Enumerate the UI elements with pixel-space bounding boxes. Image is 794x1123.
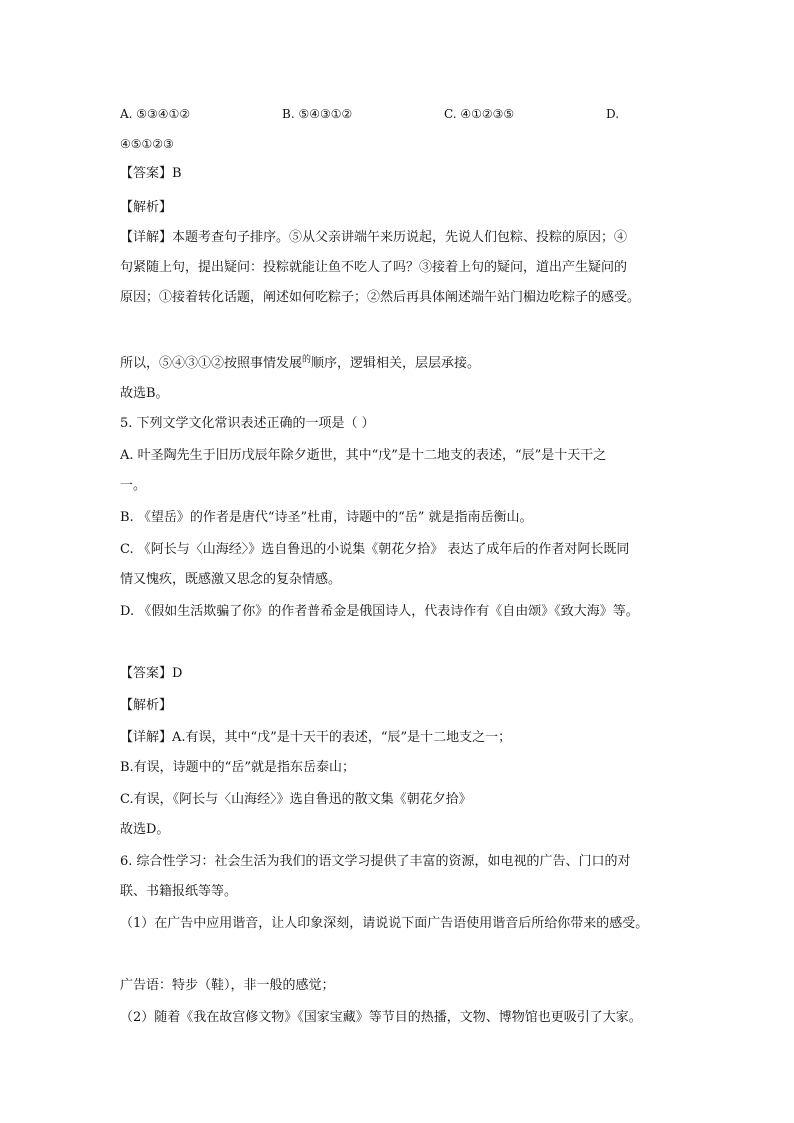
q4-summary-part-1: 所以，⑤④③①②按照事情发展 xyxy=(120,356,303,371)
q5-option-c-line-1: C. 《阿长与〈山海经〉》选自鲁迅的小说集《朝花夕拾》 表达了成年后的作者对阿长既同 xyxy=(120,542,630,557)
q4-summary-part-2: 顺序，逻辑相关，层层承接。 xyxy=(311,356,481,371)
option-b: B. ⑤④③①② xyxy=(282,107,353,121)
q5-detail-line-1: 【详解】A.有误，其中“戊”是十天干的表述，“辰”是十二地支之一； xyxy=(120,730,512,745)
q5-detail-line-2: B.有误，诗题中的“岳”就是指东岳泰山； xyxy=(120,760,355,775)
q6-sub-question-1: （1）在广告中应用谐音，让人印象深刻，请说说下面广告语使用谐音后所给你带来的感受。 xyxy=(120,916,649,931)
q4-analysis-label: 【解析】 xyxy=(120,200,173,215)
q5-answer: 【答案】D xyxy=(120,666,183,681)
q5-stem: 5. 下列文学文化常识表述正确的一项是（ ） xyxy=(120,416,375,431)
option-d: D. xyxy=(606,107,620,121)
q4-summary xyxy=(120,354,480,375)
q5-option-c-line-2: 情又愧疚，既感激又思念的复杂情感。 xyxy=(120,572,342,587)
q4-choose: 故选B。 xyxy=(120,386,169,401)
q6-stem-line-2: 联、书籍报纸等等。 xyxy=(120,884,238,899)
q4-detail-line-3: 原因；①接着转化话题，阐述如何吃粽子；②然后再具体阐述端午站门楣边吃粽子的感受。 xyxy=(120,290,641,305)
q5-option-a-line-1: A. 叶圣陶先生于旧历戊辰年除夕逝世，其中“戊”是十二地支的表述，“辰”是十天干之 xyxy=(120,448,607,463)
q5-analysis-label: 【解析】 xyxy=(120,698,173,713)
q5-option-a-line-2: 一。 xyxy=(120,478,147,493)
q5-choose: 故选D。 xyxy=(120,822,170,837)
option-a: A. ⑤③④①② xyxy=(120,107,191,121)
q6-sub-question-2: （2）随着《我在故宫修文物》《国家宝藏》等节目的热播，文物、博物馆也更吸引了大家。 xyxy=(120,1010,642,1025)
option-d-continued: ④⑤①②③ xyxy=(120,137,174,151)
q4-summary-superscript: 的 xyxy=(302,355,312,365)
q6-ad-slogan: 广告语：特步（鞋），非一般的感觉； xyxy=(120,978,335,993)
q5-detail-line-3: C.有误，《阿长与〈山海经〉》选自鲁迅的散文集《朝花夕拾》 xyxy=(120,792,472,807)
q4-detail-line-1: 【详解】本题考查句子排序。⑤从父亲讲端午来历说起，先说人们包粽、投粽的原因；④ xyxy=(120,230,628,245)
q4-detail-line-2: 句紧随上句，提出疑问：投粽就能让鱼不吃人了吗？③接着上句的疑问，道出产生疑问的 xyxy=(120,260,628,275)
q4-answer: 【答案】B xyxy=(120,166,182,181)
option-c: C. ④①②③⑤ xyxy=(444,107,515,121)
q5-option-d: D. 《假如生活欺骗了你》的作者普希金是俄国诗人，代表诗作有《自由颂》《致大海》等。 xyxy=(120,604,639,619)
q5-option-b: B. 《望岳》的作者是唐代“诗圣”杜甫，诗题中的“岳” 就是指南岳衡山。 xyxy=(120,510,533,525)
q6-stem-line-1: 6. 综合性学习：社会生活为我们的语文学习提供了丰富的资源，如电视的广告、门口的对 xyxy=(120,854,631,869)
